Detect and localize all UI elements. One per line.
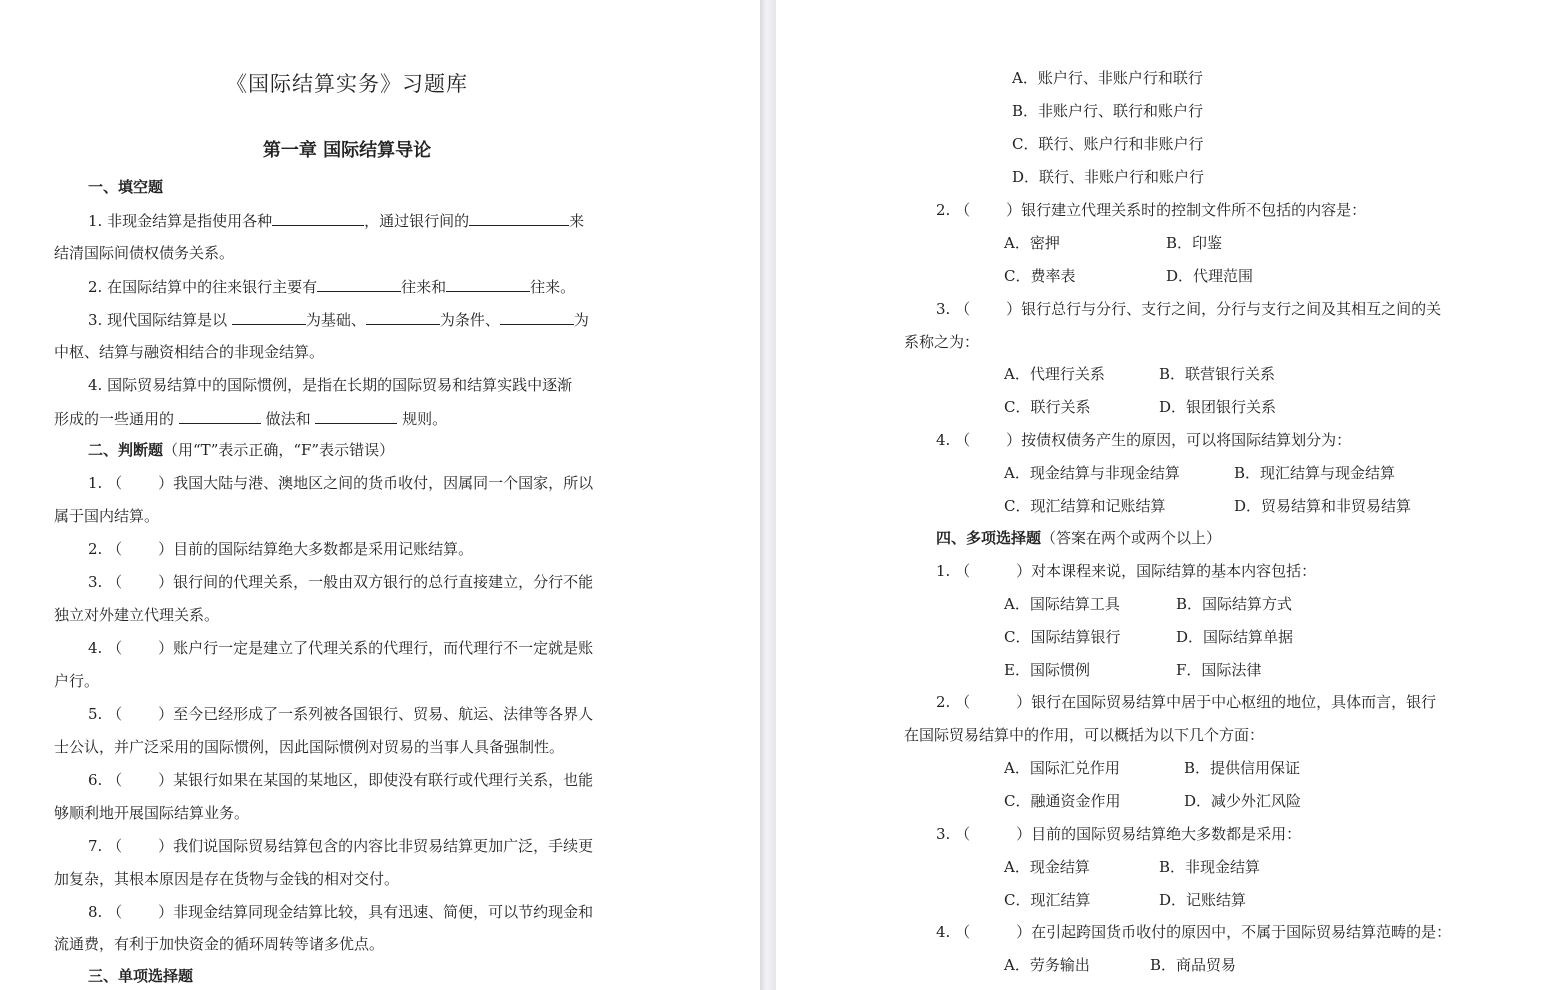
document-page-right	[776, 0, 1556, 990]
option-item: B．提供信用保证	[1184, 759, 1301, 777]
answer-blank[interactable]	[272, 210, 364, 226]
judge-question-3: 3. （ ）银行间的代理关系，一般由双方银行的总行直接建立，分行不能	[88, 573, 594, 591]
judge-question-3-cont: 独立对外建立代理关系。	[54, 606, 220, 624]
option-item: C．联行、账户行和非账户行	[1012, 135, 1204, 153]
option-item: A．账户行、非账户行和联行	[1012, 69, 1203, 87]
option-item: A．劳务输出	[1004, 956, 1090, 974]
multi-question-2: 2. （ ）银行在国际贸易结算中居于中心枢纽的地位，具体而言，银行	[936, 693, 1437, 711]
option-item: D．记账结算	[1159, 891, 1247, 909]
section-note: （用“T”表示正确，“F”表示错误）	[163, 441, 395, 459]
multi-question-4: 4. （ ）在引起跨国货币收付的原因中，不属于国际贸易结算范畴的是：	[936, 923, 1452, 941]
option-item: C．国际结算银行	[1004, 628, 1121, 646]
judge-question-4: 4. （ ）账户行一定是建立了代理关系的代理行，而代理行不一定就是账	[88, 639, 594, 657]
option-item: B．现汇结算与现金结算	[1234, 464, 1396, 482]
option-item: B．非账户行、联行和账户行	[1012, 102, 1204, 120]
single-question-4: 4. （ ）按债权债务产生的原因，可以将国际结算划分为：	[936, 431, 1352, 449]
answer-blank[interactable]	[317, 276, 401, 292]
page-gutter	[760, 0, 776, 990]
answer-blank[interactable]	[500, 309, 574, 325]
judge-question-7-cont: 加复杂，其根本原因是存在货物与金钱的相对交付。	[54, 870, 400, 888]
fill-question-2: 2. 在国际结算中的往来银行主要有 往来和 往来。	[88, 278, 576, 296]
section-fill-in: 一、填空题	[88, 178, 164, 196]
option-item: B．印鉴	[1166, 234, 1223, 252]
single-question-2: 2. （ ）银行建立代理关系时的控制文件所不包括的内容是：	[936, 201, 1367, 219]
option-item: B．国际结算方式	[1176, 595, 1293, 613]
answer-blank[interactable]	[469, 210, 569, 226]
option-item: D．代理范围	[1166, 267, 1254, 285]
judge-question-1-cont: 属于国内结算。	[54, 507, 160, 525]
option-item: E．国际惯例	[1004, 661, 1090, 679]
judge-question-1: 1. （ ）我国大陆与港、澳地区之间的货币收付，因属同一个国家，所以	[88, 474, 594, 492]
judge-question-4-cont: 户行。	[54, 672, 100, 690]
fill-question-3-cont: 中枢、结算与融资相结合的非现金结算。	[54, 343, 325, 361]
option-item: A．国际汇兑作用	[1004, 759, 1120, 777]
option-item: D．联行、非账户行和账户行	[1012, 168, 1205, 186]
fill-question-1-cont: 结清国际间债权债务关系。	[54, 244, 235, 262]
option-item: A．现金结算	[1004, 858, 1090, 876]
option-item: F．国际法律	[1176, 661, 1262, 679]
option-item: B．联营银行关系	[1159, 365, 1276, 383]
option-item: A．密押	[1004, 234, 1060, 252]
judge-question-8: 8. （ ）非现金结算同现金结算比较，具有迅速、简便，可以节约现金和	[88, 903, 594, 921]
option-item: D．国际结算单据	[1176, 628, 1294, 646]
single-question-3-cont: 系称之为：	[904, 333, 980, 351]
judge-question-8-cont: 流通费，有利于加快资金的循环周转等诸多优点。	[54, 935, 385, 953]
option-item: A．国际结算工具	[1004, 595, 1120, 613]
judge-question-6: 6. （ ）某银行如果在某国的某地区，即使没有联行或代理行关系，也能	[88, 771, 594, 789]
option-item: C．现汇结算和记账结算	[1004, 497, 1166, 515]
option-item: D．贸易结算和非贸易结算	[1234, 497, 1412, 515]
chapter-title: 第一章 国际结算导论	[262, 140, 432, 161]
option-item: C．费率表	[1004, 267, 1076, 285]
option-item: D．减少外汇风险	[1184, 792, 1302, 810]
option-item: C．现汇结算	[1004, 891, 1091, 909]
option-item: B．商品贸易	[1150, 956, 1237, 974]
fill-question-4: 4. 国际贸易结算中的国际惯例，是指在长期的国际贸易和结算实践中逐渐	[88, 376, 573, 394]
option-item: C．融通资金作用	[1004, 792, 1121, 810]
section-single-choice: 三、单项选择题	[88, 967, 194, 985]
answer-blank[interactable]	[446, 276, 530, 292]
single-question-3: 3. （ ）银行总行与分行、支行之间，分行与支行之间及其相互之间的关	[936, 300, 1442, 318]
answer-blank[interactable]	[315, 408, 397, 424]
option-item: D．银团银行关系	[1159, 398, 1277, 416]
option-item: A．现金结算与非现金结算	[1004, 464, 1180, 482]
section-note: （答案在两个或两个以上）	[1041, 529, 1222, 547]
judge-question-7: 7. （ ）我们说国际贸易结算包含的内容比非贸易结算更加广泛，手续更	[88, 837, 594, 855]
multi-question-3: 3. （ ）目前的国际贸易结算绝大多数都是采用：	[936, 825, 1302, 843]
judge-question-2: 2. （ ）目前的国际结算绝大多数都是采用记账结算。	[88, 540, 474, 558]
judge-question-5-cont: 士公认，并广泛采用的国际惯例，因此国际惯例对贸易的当事人具备强制性。	[54, 738, 565, 756]
document-title: 《国际结算实务》习题库	[226, 72, 468, 96]
section-multiple-choice: 四、多项选择题（答案在两个或两个以上）	[936, 529, 1222, 547]
fill-question-3: 3. 现代国际结算是以 为基础、 为条件、 为	[88, 311, 589, 329]
multi-question-1: 1. （ ）对本课程来说，国际结算的基本内容包括：	[936, 562, 1317, 580]
judge-question-5: 5. （ ）至今已经形成了一系列被各国银行、贸易、航运、法律等各界人	[88, 705, 594, 723]
answer-blank[interactable]	[232, 309, 306, 325]
fill-question-4-cont: 形成的一些通用的 做法和 规则。	[54, 410, 448, 428]
section-true-false: 二、判断题（用“T”表示正确，“F”表示错误）	[88, 441, 395, 459]
fill-question-1: 1. 非现金结算是指使用各种 ，通过银行间的 来	[88, 212, 585, 230]
option-item: C．联行关系	[1004, 398, 1091, 416]
document-page-left	[0, 0, 760, 990]
option-item: B．非现金结算	[1159, 858, 1261, 876]
answer-blank[interactable]	[366, 309, 440, 325]
answer-blank[interactable]	[179, 408, 261, 424]
multi-question-2-cont: 在国际贸易结算中的作用，可以概括为以下几个方面：	[904, 726, 1265, 744]
judge-question-6-cont: 够顺利地开展国际结算业务。	[54, 804, 250, 822]
option-item: A．代理行关系	[1004, 365, 1105, 383]
